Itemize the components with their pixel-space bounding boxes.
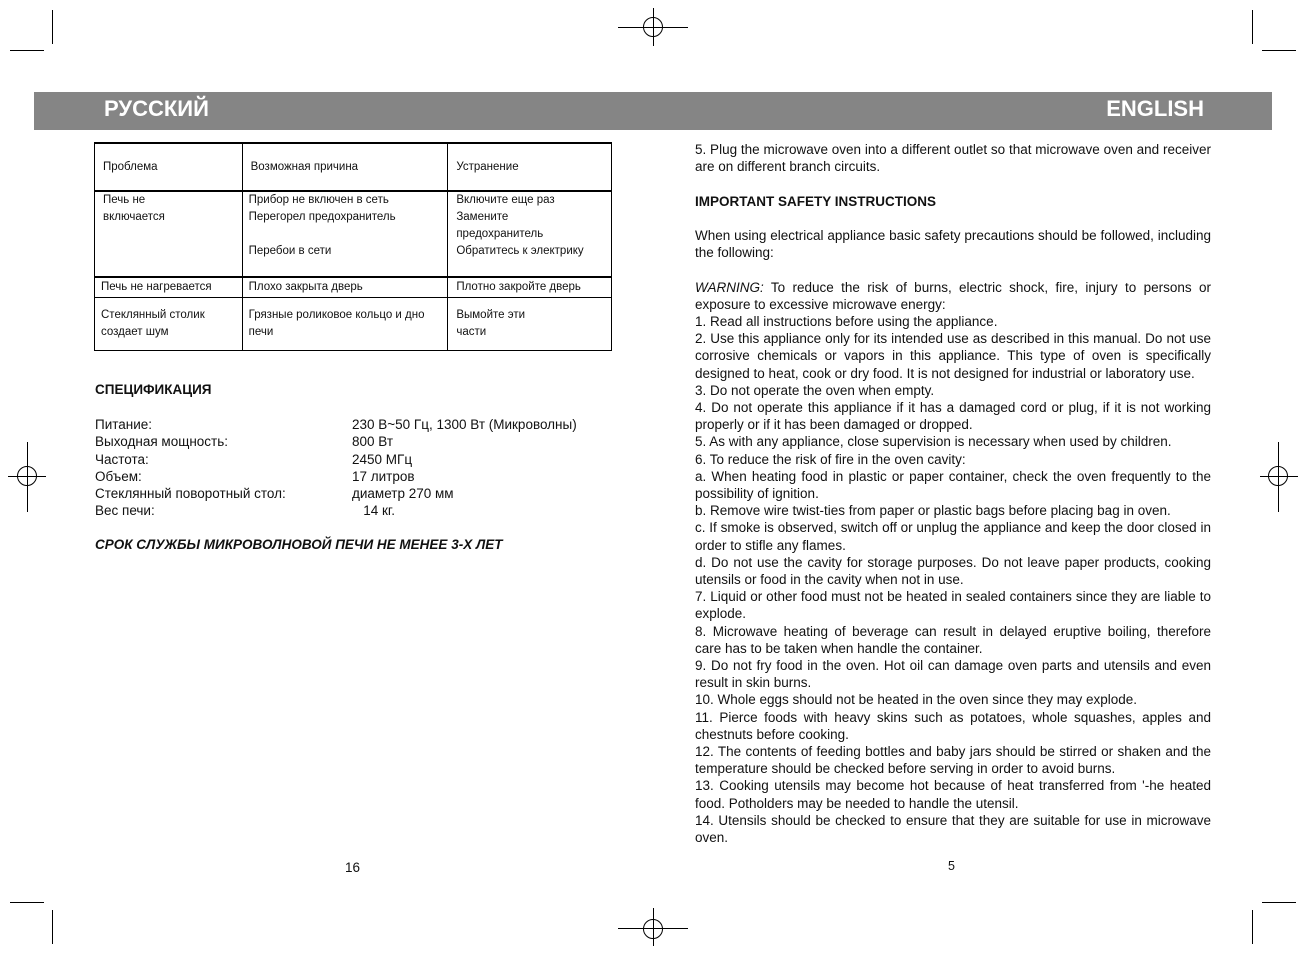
instruction-item: 2. Use this appliance only for its intended use as described in this manual. Do not use corrosive chemicals or vapors in this appliance. This type of oven is specifically designed to heat, cook or dry food. It is not designed for industrial or laboratory use. [695, 331, 1211, 381]
spec-label: Выходная мощность: [95, 434, 228, 450]
cause-cell: Прибор не включен в сеть Перегорел предохранитель Перебои в сети [242, 191, 448, 277]
troubleshooting-table [94, 142, 612, 351]
crop-mark [10, 902, 44, 903]
instruction-item: a. When heating food in plastic or paper container, check the oven frequently to the possibility of ignition. [695, 468, 1211, 502]
crop-mark [52, 10, 53, 44]
instruction-item-5: 5. Plug the microwave oven into a different outlet so that microwave oven and receiver are on different branch circuits. [695, 142, 1211, 175]
instruction-item: 3. Do not operate the oven when empty. [695, 382, 935, 398]
spec-row [95, 468, 577, 485]
spec-value: 17 литров [352, 468, 415, 484]
table-row [95, 277, 612, 298]
crop-mark [1262, 50, 1296, 51]
crop-mark [10, 50, 44, 51]
instruction-item: 14. Utensils should be checked to ensure that they are suitable for use in microwave oven. [695, 812, 1211, 846]
instruction-item: 11. Pierce foods with heavy skins such as potatoes, whole squashes, apples and chestnuts before cooking. [695, 709, 1211, 742]
language-header-bar [34, 92, 1272, 130]
table-row [95, 191, 612, 277]
spec-value: 14 кг. [352, 503, 395, 519]
spec-value: 800 Вт [352, 434, 394, 450]
cause-cell: Плохо закрыта дверь [242, 277, 448, 298]
problem-cell: Печь не включается [95, 191, 243, 277]
spec-row [95, 485, 577, 502]
instruction-item: d. Do not use the cavity for storage purposes. Do not leave paper products, cooking utensils or food in the cavity when not in use. [695, 554, 1211, 588]
instruction-item: c. If smoke is observed, switch off or unplug the appliance and keep the door closed in order to stifle any flames. [695, 520, 1211, 553]
warning-label: WARNING: [695, 279, 764, 295]
crop-mark [1252, 910, 1253, 944]
service-life-note: СРОК СЛУЖБЫ МИКРОВОЛНОВОЙ ПЕЧИ НЕ МЕНЕЕ 3-Х ЛЕТ [95, 537, 503, 552]
spec-label: Частота: [95, 451, 149, 467]
spec-value: 230 В~50 Гц, 1300 Вт (Микроволны) [352, 417, 577, 432]
instruction-item: 9. Do not fry food in the oven. Hot oil can damage oven parts and utensils and even result in skin burns. [695, 658, 1211, 691]
column-header: Устранение [448, 143, 612, 191]
spec-value: 2450 МГц [352, 451, 413, 467]
spec-row [95, 502, 577, 519]
english-column [695, 141, 1211, 846]
solution-cell: Плотно закройте дверь [448, 277, 612, 298]
table-header-row [95, 143, 612, 191]
warning-text: To reduce the risk of burns, electric shock, fire, injury to persons or exposure to excessive microwave energy: [695, 279, 1211, 312]
spec-label: Питание: [95, 417, 153, 432]
spec-value: диаметр 270 мм [352, 486, 454, 502]
crop-mark [52, 910, 53, 944]
safety-heading: IMPORTANT SAFETY INSTRUCTIONS [695, 193, 937, 209]
table-row [95, 298, 612, 351]
spec-row [95, 451, 577, 468]
header-russian: РУССКИЙ [104, 96, 209, 121]
header-english: ENGLISH [1106, 96, 1204, 121]
intro-paragraph: When using electrical appliance basic safety precautions should be followed, including the following: [695, 227, 1211, 261]
crop-mark [1252, 10, 1253, 44]
warning-paragraph [695, 279, 1211, 313]
instruction-item: 4. Do not operate this appliance if it has a damaged cord or plug, if it is not working properly or if it has been damaged or dropped. [695, 400, 1211, 433]
cause-cell: Грязные роликовое кольцо и дно печи [242, 298, 448, 351]
spec-label: Объем: [95, 468, 142, 484]
instruction-item: b. Remove wire twist-ties from paper or plastic bags before placing bag in oven. [695, 503, 1171, 519]
instruction-item: 13. Cooking utensils may become hot because of heat transferred from '-he heated food. Potholders may be needed to handle the utensil. [695, 778, 1211, 811]
instruction-item: 5. As with any appliance, close supervision is necessary when used by children. [695, 434, 1172, 450]
instruction-item: 8. Microwave heating of beverage can result in delayed eruptive boiling, therefore care has to be taken when handle the container. [695, 623, 1211, 656]
spec-label: Вес печи: [95, 503, 155, 519]
crop-mark [1262, 902, 1296, 903]
solution-cell: Вымойте эти части [448, 298, 612, 351]
spec-row [95, 433, 577, 450]
column-header: Возможная причина [242, 143, 448, 191]
spec-label: Стеклянный поворотный стол: [95, 486, 286, 502]
instruction-item: 7. Liquid or other food must not be heated in sealed containers since they are liable to explode. [695, 589, 1211, 622]
spec-list [95, 416, 577, 520]
instruction-item: 12. The contents of feeding bottles and baby jars should be stirred or shaken and the temperature should be checked before serving in order to avoid burns. [695, 744, 1211, 777]
instruction-item: 1. Read all instructions before using the appliance. [695, 313, 998, 329]
problem-cell: Стеклянный столик создает шум [95, 298, 243, 351]
instruction-item: 10. Whole eggs should not be heated in the oven since they may explode. [695, 692, 1138, 708]
problem-cell: Печь не нагревается [95, 277, 243, 298]
solution-cell: Включите еще раз Замените предохранитель Обратитесь к электрику [448, 191, 612, 277]
spec-title: СПЕЦИФИКАЦИЯ [95, 382, 212, 397]
column-header: Проблема [95, 143, 243, 191]
page-number-right: 5 [948, 859, 955, 873]
spec-row [95, 416, 577, 433]
instruction-item: 6. To reduce the risk of fire in the oven cavity: [695, 451, 966, 467]
page-number-left: 16 [345, 860, 361, 875]
